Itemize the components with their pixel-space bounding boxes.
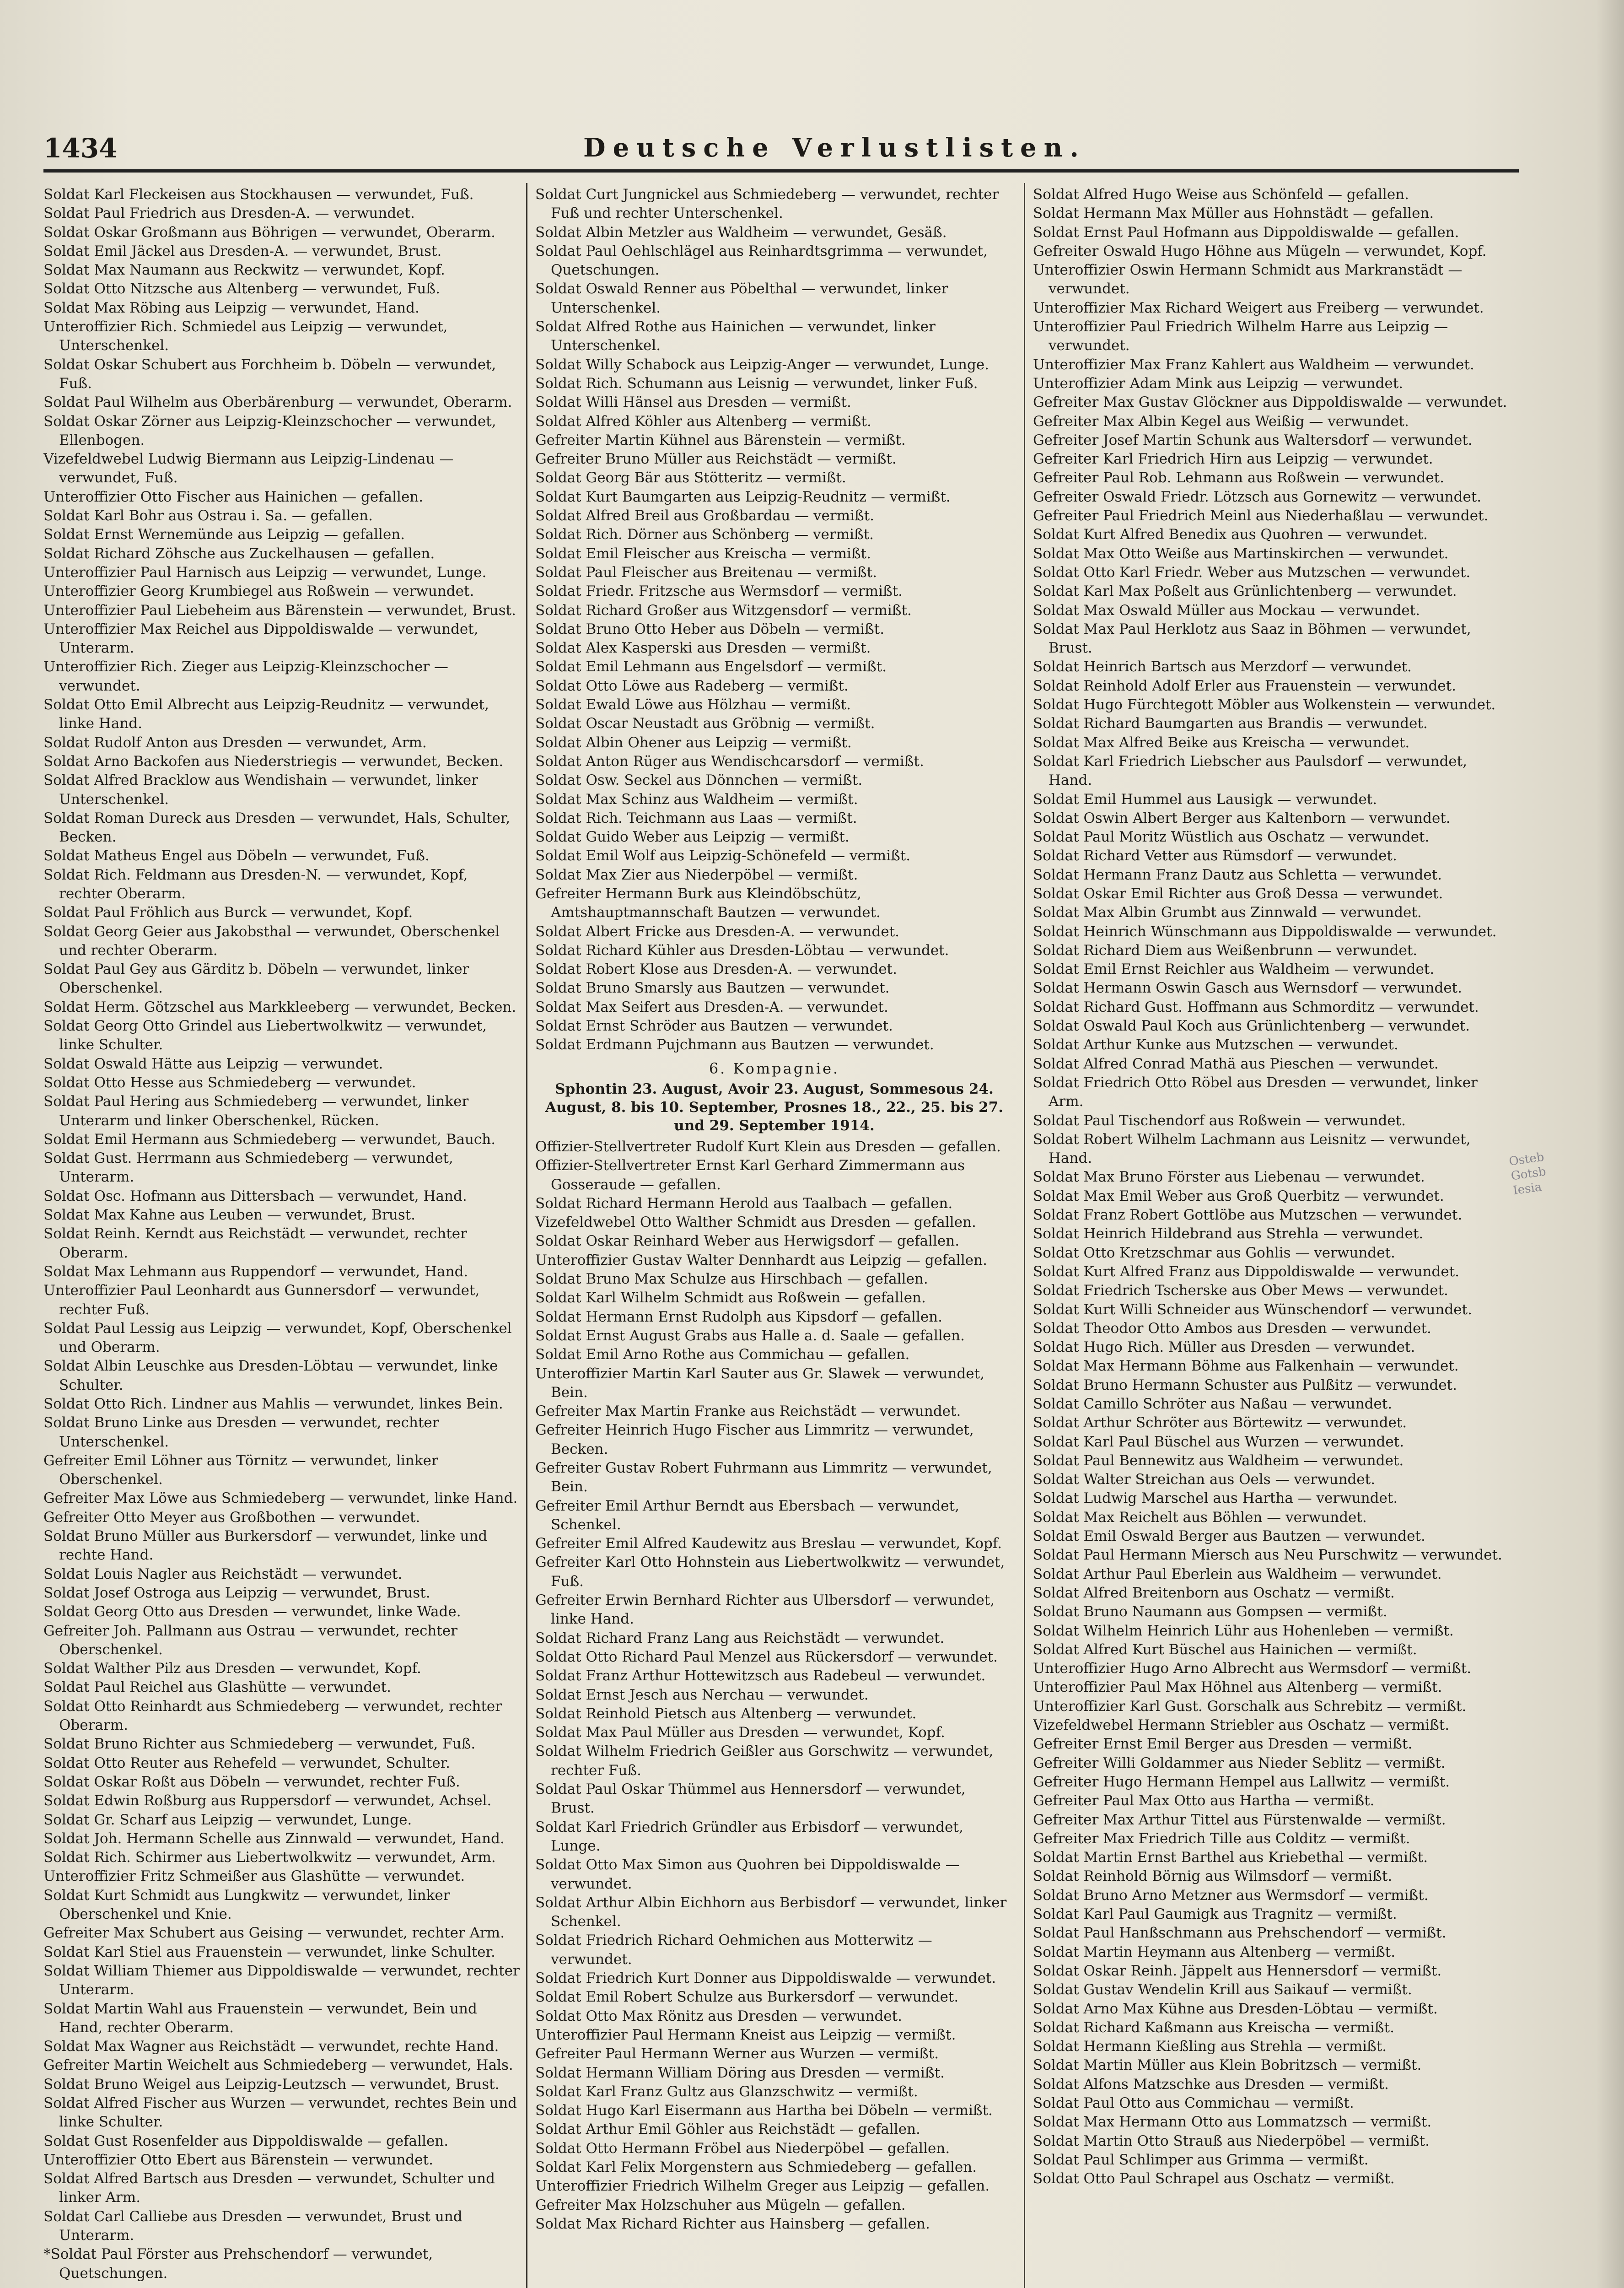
casualty-entry: Soldat Bruno Weigel aus Leipzig-Leutzsch — verwundet, Brust.: [43, 2076, 500, 2093]
casualty-entry: Gefreiter Gustav Robert Fuhrmann aus Limmritz — verwundet, Bein.: [535, 1460, 992, 1495]
casualty-entry: Soldat Karl Max Poßelt aus Grünlichtenberg — verwundet.: [1033, 583, 1457, 600]
casualty-entry: Soldat Arthur Schröter aus Börtewitz — verwundet.: [1033, 1414, 1407, 1431]
casualty-entry: Soldat Hermann William Döring aus Dresden — vermißt.: [535, 2064, 945, 2081]
casualty-entry: Soldat Hermann Oswin Gasch aus Wernsdorf — verwundet.: [1033, 980, 1462, 997]
casualty-entry: Soldat Walther Pilz aus Dresden — verwundet, Kopf.: [43, 1660, 421, 1677]
casualty-entry: Soldat Otto Rich. Lindner aus Mahlis — verwundet, linkes Bein.: [43, 1396, 503, 1412]
casualty-entry: Soldat Bruno Max Schulze aus Hirschbach — gefallen.: [535, 1271, 928, 1288]
casualty-entry: Soldat Otto Löwe aus Radeberg — vermißt.: [535, 677, 849, 694]
casualty-entry: Soldat Ernst Jesch aus Nerchau — verwundet.: [535, 1686, 869, 1703]
casualty-entry: Gefreiter Max Löwe aus Schmiedeberg — verwundet, linke Hand.: [43, 1490, 518, 1507]
casualty-entry: Soldat Emil Robert Schulze aus Burkersdorf — verwundet.: [535, 1989, 959, 2006]
casualty-entry: Soldat Karl Felix Morgenstern aus Schmiedeberg — gefallen.: [535, 2158, 977, 2175]
casualty-entry: Soldat Max Schinz aus Waldheim — vermißt.: [535, 791, 858, 808]
casualty-entry: Soldat Bruno Arno Metzner aus Wermsdorf — vermißt.: [1033, 1887, 1429, 1904]
casualty-entry: Soldat Curt Jungnickel aus Schmiedeberg — verwundet, rechter Fuß und rechter Unterschenkel.: [535, 186, 999, 222]
casualty-entry: Soldat Arno Backofen aus Niederstriegis — verwundet, Becken.: [43, 753, 504, 770]
casualty-entry: Soldat Oskar Schubert aus Forchheim b. Döbeln — verwundet, Fuß.: [43, 356, 496, 392]
casualty-entry: Soldat Hermann Kießling aus Strehla — vermißt.: [1033, 2038, 1387, 2055]
casualty-entry: Soldat Karl Fleckeisen aus Stockhausen — verwundet, Fuß.: [43, 186, 474, 203]
casualty-entry: Soldat Oswin Albert Berger aus Kaltenborn — verwundet.: [1033, 809, 1451, 826]
casualty-entry: Gefreiter Max Holzschuher aus Mügeln — gefallen.: [535, 2196, 906, 2213]
casualty-entry: Soldat Hugo Rich. Müller aus Dresden — verwundet.: [1033, 1339, 1415, 1356]
casualty-entry: Soldat Friedrich Richard Oehmichen aus Motterwitz — verwundet.: [535, 1932, 932, 1968]
page-number: 1434: [43, 133, 118, 164]
casualty-entry: Soldat Max Reichelt aus Böhlen — verwundet.: [1033, 1509, 1367, 1526]
casualty-entry: Soldat Richard Vetter aus Rümsdorf — verwundet.: [1033, 847, 1397, 864]
casualty-entry: Soldat Hermann Ernst Rudolph aus Kipsdorf — gefallen.: [535, 1308, 943, 1325]
casualty-entry: Soldat Max Kahne aus Leuben — verwundet, Brust.: [43, 1207, 416, 1224]
casualty-entry: Soldat Richard Diem aus Weißenbrunn — verwundet.: [1033, 942, 1418, 959]
casualty-entry: Soldat Carl Calliebe aus Dresden — verwundet, Brust und Unterarm.: [43, 2208, 462, 2244]
page-title: Deutsche Verlustlisten.: [583, 133, 1086, 163]
casualty-entry: Soldat Camillo Schröter aus Naßau — verwundet.: [1033, 1396, 1393, 1412]
casualty-entry: Soldat Max Alfred Beike aus Kreischa — verwundet.: [1033, 734, 1410, 751]
casualty-entry: Soldat Richard Hermann Herold aus Taalbach — gefallen.: [535, 1195, 953, 1212]
casualty-entry: Soldat Karl Bohr aus Ostrau i. Sa. — gefallen.: [43, 507, 373, 524]
casualty-entry: Gefreiter Paul Friedrich Meinl aus Niederhaßlau — verwundet.: [1033, 507, 1489, 524]
casualty-entry: Soldat Hermann Max Müller aus Hohnstädt — gefallen.: [1033, 205, 1434, 222]
casualty-entry: Gefreiter Emil Alfred Kaudewitz aus Breslau — verwundet, Kopf.: [535, 1535, 1002, 1552]
casualty-entry: Offizier-Stellvertreter Ernst Karl Gerhard Zimmermann aus Gosseraude — gefallen.: [535, 1157, 965, 1193]
casualty-entry: Gefreiter Hugo Hermann Hempel aus Lallwitz — vermißt.: [1033, 1773, 1450, 1790]
casualty-entry: Vizefeldwebel Otto Walther Schmidt aus Dresden — gefallen.: [535, 1214, 976, 1231]
casualty-entry: Soldat Robert Wilhelm Lachmann aus Leisnitz — verwundet, Hand.: [1033, 1131, 1471, 1167]
stamp-line: Gotsb: [1510, 1165, 1547, 1183]
casualty-entry: Soldat Max Seifert aus Dresden-A. — verwundet.: [535, 998, 888, 1015]
page-edge-shadow: [1597, 0, 1624, 2288]
header-rule: [43, 169, 1519, 173]
casualty-entry: Soldat Friedr. Fritzsche aus Wermsdorf — vermißt.: [535, 583, 903, 600]
casualty-entry: Unteroffizier Hugo Arno Albrecht aus Wermsdorf — vermißt.: [1033, 1660, 1472, 1677]
casualty-entry: Soldat Max Hermann Böhme aus Falkenhain — verwundet.: [1033, 1358, 1459, 1375]
casualty-entry: Soldat Richard Kaßmann aus Kreischa — vermißt.: [1033, 2019, 1394, 2036]
casualty-entry: Soldat Bruno Smarsly aus Bautzen — verwundet.: [535, 980, 890, 997]
casualty-entry: Soldat Robert Klose aus Dresden-A. — verwundet.: [535, 961, 897, 978]
casualty-entry: Unteroffizier Rich. Schmiedel aus Leipzig — verwundet, Unterschenkel.: [43, 318, 448, 354]
casualty-entry: Soldat Max Hermann Otto aus Lommatzsch — vermißt.: [1033, 2114, 1432, 2131]
casualty-entry: Soldat Otto Reuter aus Rehefeld — verwundet, Schulter.: [43, 1754, 450, 1771]
casualty-entry: Soldat Friedrich Tscherske aus Ober Mews — verwundet.: [1033, 1282, 1448, 1299]
casualty-entry: Soldat Max Richard Richter aus Hainsberg — gefallen.: [535, 2215, 930, 2232]
casualty-entry: Soldat Louis Nagler aus Reichstädt — verwundet.: [43, 1565, 403, 1582]
casualty-entry: Soldat Reinhold Adolf Erler aus Frauenstein — verwundet.: [1033, 677, 1457, 694]
casualty-entry: Soldat Heinrich Hildebrand aus Strehla — verwundet.: [1033, 1225, 1424, 1242]
casualty-entry: Soldat Oskar Großmann aus Böhrigen — verwundet, Oberarm.: [43, 224, 496, 241]
casualty-entry: Soldat Karl Friedrich Gründler aus Erbisdorf — verwundet, Lunge.: [535, 1819, 963, 1854]
casualty-entry: Soldat Albin Metzler aus Waldheim — verwundet, Gesäß.: [535, 224, 947, 241]
casualty-entry: Soldat Alfred Köhler aus Altenberg — vermißt.: [535, 413, 871, 430]
casualty-entry: Soldat Emil Fleischer aus Kreischa — vermißt.: [535, 545, 871, 562]
casualty-entry: Soldat Gustav Wendelin Krill aus Saikauf — vermißt.: [1033, 1981, 1412, 1998]
casualty-entry: Soldat Georg Otto Grindel aus Liebertwolkwitz — verwundet, linke Schulter.: [43, 1018, 487, 1053]
casualty-entry: Gefreiter Max Gustav Glöckner aus Dippoldiswalde — verwundet.: [1033, 394, 1507, 411]
column-divider: [526, 183, 527, 2288]
casualty-entry: Soldat Richard Zöhsche aus Zuckelhausen — gefallen.: [43, 545, 435, 562]
casualty-entry: Soldat Oskar Emil Richter aus Groß Dessa — verwundet.: [1033, 885, 1443, 902]
casualty-entry: Soldat Karl Friedrich Liebscher aus Paulsdorf — verwundet, Hand.: [1033, 753, 1468, 789]
casualty-entry: Unteroffizier Adam Mink aus Leipzig — verwundet.: [1033, 375, 1404, 392]
casualty-entry: Gefreiter Otto Meyer aus Großbothen — verwundet.: [43, 1509, 420, 1526]
casualty-entry: Soldat Max Lehmann aus Ruppendorf — verwundet, Hand.: [43, 1263, 468, 1280]
casualty-entry: Vizefeldwebel Ludwig Biermann aus Leipzig-Lindenau — verwundet, Fuß.: [43, 451, 454, 486]
casualty-entry: Soldat Osc. Hofmann aus Dittersbach — verwundet, Hand.: [43, 1187, 467, 1204]
casualty-entry: Soldat Otto Max Rönitz aus Dresden — verwundet.: [535, 2007, 903, 2024]
casualty-entry: Unteroffizier Paul Max Höhnel aus Altenberg — vermißt.: [1033, 1679, 1442, 1696]
casualty-entry: Soldat Alfred Rothe aus Hainichen — verwundet, linker Unterschenkel.: [535, 318, 936, 354]
casualty-entry: Soldat Oswald Hätte aus Leipzig — verwundet.: [43, 1055, 383, 1072]
casualty-entry: Unteroffizier Fritz Schmeißer aus Glashütte — verwundet.: [43, 1868, 465, 1885]
casualty-entry: Gefreiter Ernst Emil Berger aus Dresden — vermißt.: [1033, 1736, 1413, 1753]
casualty-entry: Soldat Ludwig Marschel aus Hartha — verwundet.: [1033, 1490, 1398, 1507]
casualty-entry: Soldat Rudolf Anton aus Dresden — verwundet, Arm.: [43, 734, 427, 751]
casualty-entry: Unteroffizier Max Franz Kahlert aus Waldheim — verwundet.: [1033, 356, 1474, 373]
company-heading: 6. Kompagnie.: [709, 1059, 840, 1077]
casualty-entry: Soldat Emil Lehmann aus Engelsdorf — vermißt.: [535, 658, 887, 675]
casualty-entry: Soldat Bruno Hermann Schuster aus Pulßitz — verwundet.: [1033, 1376, 1457, 1393]
casualty-entry: Soldat Emil Jäckel aus Dresden-A. — verwundet, Brust.: [43, 243, 442, 259]
casualty-entry: Gefreiter Max Friedrich Tille aus Colditz — vermißt.: [1033, 1830, 1410, 1847]
casualty-entry: Soldat Emil Hummel aus Lausigk — verwundet.: [1033, 791, 1377, 808]
casualty-entry: Unteroffizier Friedrich Wilhelm Greger aus Leipzig — gefallen.: [535, 2178, 990, 2195]
casualty-entry: Soldat Willi Hänsel aus Dresden — vermißt.: [535, 394, 851, 411]
casualty-entry: Soldat Richard Baumgarten aus Brandis — verwundet.: [1033, 715, 1428, 732]
casualty-entry: Gefreiter Oswald Friedr. Lötzsch aus Gornewitz — verwundet.: [1033, 488, 1482, 505]
casualty-entry: Gefreiter Paul Hermann Werner aus Wurzen — vermißt.: [535, 2045, 939, 2062]
casualty-entry: Soldat Max Albin Grumbt aus Zinnwald — verwundet.: [1033, 904, 1422, 921]
casualty-entry: Gefreiter Heinrich Hugo Fischer aus Limmritz — verwundet, Becken.: [535, 1422, 974, 1457]
casualty-entry: Soldat Alfred Kurt Büschel aus Hainichen — vermißt.: [1033, 1641, 1417, 1658]
casualty-entry: Soldat Otto Max Simon aus Quohren bei Dippoldiswalde — verwundet.: [535, 1856, 960, 1892]
casualty-entry: Soldat Emil Hermann aus Schmiedeberg — verwundet, Bauch.: [43, 1131, 496, 1148]
casualty-entry: Soldat Roman Dureck aus Dresden — verwundet, Hals, Schulter, Becken.: [43, 809, 511, 846]
casualty-entry: Soldat Paul Oskar Thümmel aus Hennersdorf — verwundet, Brust.: [535, 1781, 966, 1817]
casualty-entry: Soldat Heinrich Bartsch aus Merzdorf — verwundet.: [1033, 658, 1412, 675]
casualty-entry: Gefreiter Willi Goldammer aus Nieder Seblitz — vermißt.: [1033, 1754, 1446, 1771]
casualty-entry: Soldat Reinhold Börnig aus Wilmsdorf — vermißt.: [1033, 1868, 1393, 1885]
casualty-entry: Soldat Paul Reichel aus Glashütte — verwundet.: [43, 1679, 391, 1696]
casualty-entry: Soldat Kurt Alfred Benedix aus Quohren — verwundet.: [1033, 526, 1428, 543]
casualty-entry: Soldat Paul Friedrich aus Dresden-A. — verwundet.: [43, 205, 415, 222]
casualty-entry: Soldat Paul Wilhelm aus Oberbärenburg — verwundet, Oberarm.: [43, 394, 512, 411]
casualty-entry: Soldat Georg Otto aus Dresden — verwundet, linke Wade.: [43, 1603, 461, 1620]
casualty-entry: Unteroffizier Otto Fischer aus Hainichen — gefallen.: [43, 488, 424, 505]
casualty-entry: Soldat Kurt Willi Schneider aus Wünschendorf — verwundet.: [1033, 1301, 1472, 1318]
casualty-entry: Soldat Martin Otto Strauß aus Niederpöbel — vermißt.: [1033, 2132, 1430, 2149]
casualty-entry: Soldat Otto Richard Paul Menzel aus Rückersdorf — verwundet.: [535, 1648, 998, 1665]
casualty-entry: Soldat Oskar Roßt aus Döbeln — verwundet, rechter Fuß.: [43, 1773, 460, 1790]
casualty-entry: Soldat Kurt Baumgarten aus Leipzig-Reudnitz — vermißt.: [535, 488, 951, 505]
casualty-entry: Soldat Paul Moritz Wüstlich aus Oschatz — verwundet.: [1033, 829, 1430, 846]
casualty-entry: Soldat Arthur Albin Eichhorn aus Berbisdorf — verwundet, linker Schenkel.: [535, 1894, 1007, 1930]
casualty-entry: Unteroffizier Rich. Zieger aus Leipzig-Kleinzschocher — verwundet.: [43, 658, 448, 694]
casualty-entry: Soldat Paul Bennewitz aus Waldheim — verwundet.: [1033, 1452, 1404, 1469]
casualty-entry: Soldat Albert Fricke aus Dresden-A. — verwundet.: [535, 923, 900, 940]
casualty-entry: Soldat Edwin Roßburg aus Ruppersdorf — verwundet, Achsel.: [43, 1792, 492, 1809]
casualty-entry: Soldat Max Bruno Förster aus Liebenau — verwundet.: [1033, 1169, 1425, 1186]
casualty-entry: Soldat William Thiemer aus Dippoldiswalde — verwundet, rechter Unterarm.: [43, 1962, 520, 1998]
casualty-entry: Soldat Richard Franz Lang aus Reichstädt — verwundet.: [535, 1630, 945, 1646]
casualty-entry: Gefreiter Martin Weichelt aus Schmiedeberg — verwundet, Hals.: [43, 2057, 513, 2074]
casualty-entry: Unteroffizier Karl Gust. Gorschalk aus Schrebitz — vermißt.: [1033, 1698, 1467, 1715]
casualty-entry: Soldat Max Wagner aus Reichstädt — verwundet, rechte Hand.: [43, 2038, 499, 2055]
casualty-entry: Soldat Emil Wolf aus Leipzig-Schönefeld — vermißt.: [535, 847, 911, 864]
casualty-entry: Offizier-Stellvertreter Rudolf Kurt Klein aus Dresden — gefallen.: [535, 1138, 1001, 1155]
casualty-entry: Soldat Wilhelm Friedrich Geißler aus Gorschwitz — verwundet, rechter Fuß.: [535, 1743, 994, 1779]
casualty-entry: Soldat Georg Geier aus Jakobsthal — verwundet, Oberschenkel und rechter Oberarm.: [43, 923, 500, 959]
casualty-entry: Gefreiter Josef Martin Schunk aus Waltersdorf — verwundet.: [1033, 432, 1473, 448]
casualty-entry: Soldat Rich. Schirmer aus Liebertwolkwitz — verwundet, Arm.: [43, 1849, 496, 1866]
casualty-entry: Vizefeldwebel Hermann Striebler aus Oschatz — vermißt.: [1033, 1717, 1450, 1734]
casualty-entry: Soldat Alfred Conrad Mathä aus Pieschen — verwundet.: [1033, 1055, 1439, 1072]
casualty-entry: Gefreiter Erwin Bernhard Richter aus Ulbersdorf — verwundet, linke Hand.: [535, 1592, 995, 1628]
casualty-entry: Soldat Gr. Scharf aus Leipzig — verwundet, Lunge.: [43, 1811, 412, 1828]
casualty-entry: Soldat Otto Nitzsche aus Altenberg — verwundet, Fuß.: [43, 281, 440, 297]
casualty-entry: Soldat Wilhelm Heinrich Lühr aus Hohenleben — vermißt.: [1033, 1622, 1454, 1639]
casualty-entry: Soldat Alfred Bracklow aus Wendishain — verwundet, linker Unterschenkel.: [43, 772, 479, 808]
casualty-entry: Gefreiter Max Schubert aus Geising — verwundet, rechter Arm.: [43, 1925, 505, 1942]
casualty-entry: Soldat Joh. Hermann Schelle aus Zinnwald — verwundet, Hand.: [43, 1830, 505, 1847]
casualty-entry: Gefreiter Max Albin Kegel aus Weißig — verwundet.: [1033, 413, 1409, 430]
casualty-entry: Soldat Josef Ostroga aus Leipzig — verwundet, Brust.: [43, 1584, 430, 1601]
casualty-entry: Soldat Rich. Teichmann aus Laas — vermißt.: [535, 809, 857, 826]
page-header: [43, 133, 1519, 165]
casualty-entry: Soldat Rich. Dörner aus Schönberg — vermißt.: [535, 526, 874, 543]
casualty-entry: Soldat Paul Tischendorf aus Roßwein — verwundet.: [1033, 1112, 1406, 1129]
casualty-entry: Soldat Ewald Löwe aus Hölzhau — vermißt.: [535, 696, 851, 713]
stamp-line: Iesia: [1512, 1180, 1543, 1198]
casualty-entry: Soldat Alfred Hugo Weise aus Schönfeld — gefallen.: [1033, 186, 1409, 203]
casualty-entry: Soldat Alfred Breitenborn aus Oschatz — vermißt.: [1033, 1584, 1395, 1601]
company-dates: Sphontin 23. August, Avoir 23. August, Sommesous 24. August, 8. bis 10. September, Prosnes 18., 22., 25. bis 27. und 29. September 1914.: [545, 1080, 1004, 1134]
casualty-entry: Soldat Emil Arno Rothe aus Commichau — gefallen.: [535, 1346, 910, 1363]
casualty-entry: Soldat Bruno Richter aus Schmiedeberg — verwundet, Fuß.: [43, 1736, 476, 1753]
column-2: [535, 185, 1013, 2288]
casualty-entry: Soldat Max Oswald Müller aus Mockau — verwundet.: [1033, 602, 1420, 619]
casualty-entry: Soldat Karl Stiel aus Frauenstein — verwundet, linke Schulter.: [43, 1943, 495, 1960]
casualty-entry: Soldat Ernst Schröder aus Bautzen — verwundet.: [535, 1018, 893, 1035]
casualty-entry: Soldat Rich. Feldmann aus Dresden-N. — verwundet, Kopf, rechter Oberarm.: [43, 866, 468, 902]
casualty-entry: Soldat Oskar Reinh. Jäppelt aus Hennersdorf — vermißt.: [1033, 1962, 1442, 1979]
casualty-entry: Soldat Martin Wahl aus Frauenstein — verwundet, Bein und Hand, rechter Oberarm.: [43, 2000, 477, 2036]
casualty-entry: Soldat Franz Robert Gottlöbe aus Mutzschen — verwundet.: [1033, 1207, 1463, 1224]
column-divider: [1024, 183, 1025, 2288]
casualty-entry: Soldat Martin Müller aus Klein Bobritzsch — vermißt.: [1033, 2057, 1422, 2074]
casualty-entry: Soldat Max Naumann aus Reckwitz — verwundet, Kopf.: [43, 262, 445, 279]
casualty-entry: Soldat Otto Reinhardt aus Schmiedeberg — verwundet, rechter Oberarm.: [43, 1698, 502, 1734]
casualty-entry: Soldat Erdmann Pujchmann aus Bautzen — verwundet.: [535, 1036, 934, 1053]
casualty-entry: Soldat Hugo Fürchtegott Möbler aus Wolkenstein — verwundet.: [1033, 696, 1496, 713]
casualty-entry: Soldat Kurt Schmidt aus Lungkwitz — verwundet, linker Oberschenkel und Knie.: [43, 1887, 450, 1923]
casualty-entry: Soldat Otto Kretzschmar aus Gohlis — verwundet.: [1033, 1244, 1395, 1261]
stamp-line: Osteb: [1508, 1150, 1545, 1169]
casualty-entry: Soldat Bruno Naumann aus Gompsen — vermißt.: [1033, 1603, 1387, 1620]
casualty-entry: Gefreiter Oswald Hugo Höhne aus Mügeln — verwundet, Kopf.: [1033, 243, 1487, 259]
casualty-entry: Soldat Bruno Linke aus Dresden — verwundet, rechter Unterschenkel.: [43, 1414, 439, 1450]
casualty-entry: Unteroffizier Paul Leonhardt aus Gunnersdorf — verwundet, rechter Fuß.: [43, 1282, 480, 1318]
casualty-entry: Soldat Hugo Karl Eisermann aus Hartha bei Döbeln — vermißt.: [535, 2102, 993, 2119]
casualty-entry: Gefreiter Karl Otto Hohnstein aus Liebertwolkwitz — verwundet, Fuß.: [535, 1554, 1005, 1590]
casualty-entry: Soldat Arno Max Kühne aus Dresden-Löbtau — vermißt.: [1033, 2000, 1438, 2017]
casualty-entry: Soldat Rich. Schumann aus Leisnig — verwundet, linker Fuß.: [535, 375, 978, 392]
casualty-entry: Soldat Albin Ohener aus Leipzig — vermißt.: [535, 734, 852, 751]
casualty-entry: Soldat Richard Gust. Hoffmann aus Schmorditz — verwundet.: [1033, 998, 1479, 1015]
casualty-entry: Soldat Alfons Matzschke aus Dresden — vermißt.: [1033, 2076, 1389, 2093]
column-3: [1033, 185, 1511, 2288]
casualty-entry: Soldat Otto Hesse aus Schmiedeberg — verwundet.: [43, 1074, 416, 1091]
casualty-entry: Soldat Martin Ernst Barthel aus Kriebethal — vermißt.: [1033, 1849, 1428, 1866]
casualty-entry: Gefreiter Emil Löhner aus Törnitz — verwundet, linker Oberschenkel.: [43, 1452, 438, 1488]
casualty-entry: Soldat Max Zier aus Niederpöbel — vermißt.: [535, 866, 858, 883]
casualty-entry: Soldat Reinh. Kerndt aus Reichstädt — verwundet, rechter Oberarm.: [43, 1225, 467, 1261]
casualty-entry: Unteroffizier Georg Krumbiegel aus Roßwein — verwundet.: [43, 583, 474, 600]
casualty-entry: Soldat Oscar Neustadt aus Gröbnig — vermißt.: [535, 715, 875, 732]
casualty-entry: Soldat Karl Paul Gaumigk aus Tragnitz — vermißt.: [1033, 1906, 1397, 1923]
casualty-entry: Gefreiter Paul Max Otto aus Hartha — vermißt.: [1033, 1792, 1375, 1809]
casualty-entry: Soldat Alfred Fischer aus Wurzen — verwundet, rechtes Bein und linke Schulter.: [43, 2094, 517, 2131]
casualty-entry: Soldat Max Paul Herklotz aus Saaz in Böhmen — verwundet, Brust.: [1033, 621, 1471, 657]
casualty-entry: Unteroffizier Paul Liebeheim aus Bärenstein — verwundet, Brust.: [43, 602, 516, 619]
casualty-entry: Soldat Willy Schabock aus Leipzig-Anger — verwundet, Lunge.: [535, 356, 989, 373]
casualty-entry: Soldat Bruno Müller aus Burkersdorf — verwundet, linke und rechte Hand.: [43, 1528, 488, 1564]
casualty-entry: Soldat Max Otto Weiße aus Martinskirchen — verwundet.: [1033, 545, 1449, 562]
casualty-entry: Soldat Ernst Wernemünde aus Leipzig — gefallen.: [43, 526, 405, 543]
casualty-entry: Soldat Herm. Götzschel aus Markkleeberg — verwundet, Becken.: [43, 998, 516, 1015]
casualty-entry: Soldat Heinrich Wünschmann aus Dippoldiswalde — verwundet.: [1033, 923, 1497, 940]
casualty-entry: Soldat Bruno Otto Heber aus Döbeln — vermißt.: [535, 621, 885, 637]
casualty-entry: Soldat Friedrich Kurt Donner aus Dippoldiswalde — verwundet.: [535, 1970, 996, 1987]
casualty-entry: Soldat Kurt Alfred Franz aus Dippoldiswalde — verwundet.: [1033, 1263, 1460, 1280]
casualty-entry: Soldat Paul Lessig aus Leipzig — verwundet, Kopf, Oberschenkel und Oberarm.: [43, 1320, 512, 1356]
casualty-entry: Gefreiter Max Martin Franke aus Reichstädt — verwundet.: [535, 1403, 961, 1420]
casualty-entry: Soldat Albin Leuschke aus Dresden-Löbtau — verwundet, linke Schulter.: [43, 1358, 498, 1393]
casualty-entry: Soldat Guido Weber aus Leipzig — vermißt.: [535, 829, 850, 846]
casualty-entry: Soldat Otto Emil Albrecht aus Leipzig-Reudnitz — verwundet, linke Hand.: [43, 696, 489, 732]
casualty-entry: Gefreiter Joh. Pallmann aus Ostrau — verwundet, rechter Oberschenkel.: [43, 1622, 457, 1658]
casualty-entry: Soldat Ernst August Grabs aus Halle a. d. Saale — gefallen.: [535, 1327, 965, 1344]
casualty-entry: Soldat Karl Franz Gultz aus Glanzschwitz — vermißt.: [535, 2083, 918, 2100]
casualty-entry: Gefreiter Hermann Burk aus Kleindöbschütz, Amtshauptmannschaft Bautzen — verwundet.: [535, 885, 881, 921]
casualty-entry: Unteroffizier Max Reichel aus Dippoldiswalde — verwundet, Unterarm.: [43, 621, 479, 657]
casualty-entry: Soldat Oskar Zörner aus Leipzig-Kleinzschocher — verwundet, Ellenbogen.: [43, 413, 496, 448]
casualty-entry: Soldat Reinhold Pietsch aus Altenberg — verwundet.: [535, 1705, 917, 1722]
casualty-entry: Unteroffizier Paul Friedrich Wilhelm Harre aus Leipzig — verwundet.: [1033, 318, 1448, 354]
casualty-entry: Soldat Alex Kasperski aus Dresden — vermißt.: [535, 640, 871, 657]
casualty-entry: Unteroffizier Paul Harnisch aus Leipzig — verwundet, Lunge.: [43, 564, 487, 581]
casualty-entry: Soldat Paul Fleischer aus Breitenau — vermißt.: [535, 564, 877, 581]
casualty-entry: Unteroffizier Gustav Walter Dennhardt aus Leipzig — gefallen.: [535, 1252, 987, 1268]
casualty-entry: Soldat Theodor Otto Ambos aus Dresden — verwundet.: [1033, 1320, 1431, 1337]
casualty-entry: Soldat Gust Rosenfelder aus Dippoldiswalde — gefallen.: [43, 2132, 449, 2149]
casualty-entry: *Soldat Paul Förster aus Prehschendorf — verwundet, Quetschungen.: [43, 2246, 433, 2282]
casualty-entry: Soldat Richard Kühler aus Dresden-Löbtau — verwundet.: [535, 942, 949, 959]
casualty-entry: Soldat Max Paul Müller aus Dresden — verwundet, Kopf.: [535, 1724, 945, 1741]
casualty-entry: Soldat Gust. Herrmann aus Schmiedeberg — verwundet, Unterarm.: [43, 1150, 453, 1186]
casualty-entry: Soldat Paul Schlimper aus Grimma — vermißt.: [1033, 2151, 1369, 2168]
casualty-entry: Soldat Alfred Breil aus Großbardau — vermißt.: [535, 507, 875, 524]
casualty-entry: Soldat Richard Großer aus Witzgensdorf — vermißt.: [535, 602, 912, 619]
casualty-entry: Soldat Paul Oehlschlägel aus Reinhardtsgrimma — verwundet, Quetschungen.: [535, 243, 988, 279]
casualty-entry: Gefreiter Max Arthur Tittel aus Fürstenwalde — vermißt.: [1033, 1811, 1446, 1828]
casualty-entry: Gefreiter Paul Rob. Lehmann aus Roßwein — verwundet.: [1033, 469, 1444, 486]
casualty-entry: Soldat Walter Streichan aus Oels — verwundet.: [1033, 1471, 1376, 1488]
casualty-entry: Soldat Osw. Seckel aus Dönnchen — vermißt.: [535, 772, 863, 789]
casualty-entry: Soldat Oskar Reinhard Weber aus Herwigsdorf — gefallen.: [535, 1233, 960, 1250]
casualty-entry: Soldat Max Röbing aus Leipzig — verwundet, Hand.: [43, 299, 419, 316]
casualty-entry: Soldat Otto Hermann Fröbel aus Niederpöbel — gefallen.: [535, 2140, 950, 2157]
casualty-entry: Soldat Georg Bär aus Stötteritz — vermißt.: [535, 469, 846, 486]
casualty-entry: Soldat Paul Gey aus Gärditz b. Döbeln — verwundet, linker Oberschenkel.: [43, 961, 469, 997]
casualty-entry: Gefreiter Karl Friedrich Hirn aus Leipzig — verwundet.: [1033, 451, 1433, 468]
library-stamp: [1508, 1148, 1566, 1214]
casualty-entry: Gefreiter Martin Kühnel aus Bärenstein — vermißt.: [535, 432, 906, 448]
casualty-entry: Soldat Otto Paul Schrapel aus Oschatz — vermißt.: [1033, 2170, 1395, 2187]
casualty-entry: Unteroffizier Otto Ebert aus Bärenstein — verwundet.: [43, 2151, 433, 2168]
casualty-entry: Unteroffizier Max Richard Weigert aus Freiberg — verwundet.: [1033, 299, 1484, 316]
casualty-entry: Unteroffizier Paul Hermann Kneist aus Leipzig — vermißt.: [535, 2026, 956, 2043]
casualty-entry: Soldat Paul Hermann Miersch aus Neu Purschwitz — verwundet.: [1033, 1547, 1502, 1564]
casualty-entry: Unteroffizier Oswin Hermann Schmidt aus Markranstädt — verwundet.: [1033, 262, 1463, 297]
casualty-entry: Soldat Arthur Paul Eberlein aus Waldheim — verwundet.: [1033, 1565, 1442, 1582]
casualty-entry: Unteroffizier Martin Karl Sauter aus Gr. Slawek — verwundet, Bein.: [535, 1365, 984, 1401]
casualty-entry: Soldat Max Emil Weber aus Groß Querbitz — verwundet.: [1033, 1187, 1444, 1204]
casualty-entry: Soldat Emil Oswald Berger aus Bautzen — verwundet.: [1033, 1528, 1425, 1545]
casualty-entry: Soldat Alfred Bartsch aus Dresden — verwundet, Schulter und linker Arm.: [43, 2170, 495, 2206]
casualty-entry: Soldat Arthur Kunke aus Mutzschen — verwundet.: [1033, 1036, 1398, 1053]
casualty-entry: Soldat Otto Karl Friedr. Weber aus Mutzschen — verwundet.: [1033, 564, 1471, 581]
casualty-entry: Soldat Karl Wilhelm Schmidt aus Roßwein — gefallen.: [535, 1290, 926, 1306]
casualty-entry: Soldat Ernst Paul Hofmann aus Dippoldiswalde — gefallen.: [1033, 224, 1459, 241]
casualty-entry: Soldat Martin Heymann aus Altenberg — vermißt.: [1033, 1943, 1396, 1960]
casualty-entry: Gefreiter Emil Arthur Berndt aus Ebersbach — verwundet, Schenkel.: [535, 1497, 959, 1533]
casualty-entry: Soldat Paul Hering aus Schmiedeberg — verwundet, linker Unterarm und linker Oberschenkel, Rücken.: [43, 1093, 469, 1129]
casualty-entry: Gefreiter Bruno Müller aus Reichstädt — vermißt.: [535, 451, 897, 468]
casualty-entry: Soldat Matheus Engel aus Döbeln — verwundet, Fuß.: [43, 847, 430, 864]
casualty-entry: Soldat Paul Hanßschmann aus Prehschendorf — vermißt.: [1033, 1925, 1447, 1942]
casualty-entry: Soldat Hermann Franz Dautz aus Schletta — verwundet.: [1033, 866, 1442, 883]
casualty-entry: Soldat Oswald Renner aus Pöbelthal — verwundet, linker Unterschenkel.: [535, 281, 948, 316]
casualty-entry: Soldat Arthur Emil Göhler aus Reichstädt — gefallen.: [535, 2121, 920, 2138]
casualty-entry: Soldat Karl Paul Büschel aus Wurzen — verwundet.: [1033, 1433, 1404, 1450]
casualty-entry: Soldat Friedrich Otto Röbel aus Dresden — verwundet, linker Arm.: [1033, 1074, 1478, 1110]
casualty-entry: Soldat Oswald Paul Koch aus Grünlichtenberg — verwundet.: [1033, 1018, 1470, 1035]
casualty-entry: Soldat Franz Arthur Hottewitzsch aus Radebeul — verwundet.: [535, 1667, 986, 1684]
casualty-entry: Soldat Emil Ernst Reichler aus Waldheim — verwundet.: [1033, 961, 1435, 978]
casualty-entry: Soldat Anton Rüger aus Wendischcarsdorf — vermißt.: [535, 753, 924, 770]
column-1: [43, 185, 522, 2288]
casualty-entry: Soldat Paul Otto aus Commichau — vermißt.: [1033, 2094, 1354, 2111]
casualty-entry: Soldat Paul Fröhlich aus Burck — verwundet, Kopf.: [43, 904, 413, 921]
